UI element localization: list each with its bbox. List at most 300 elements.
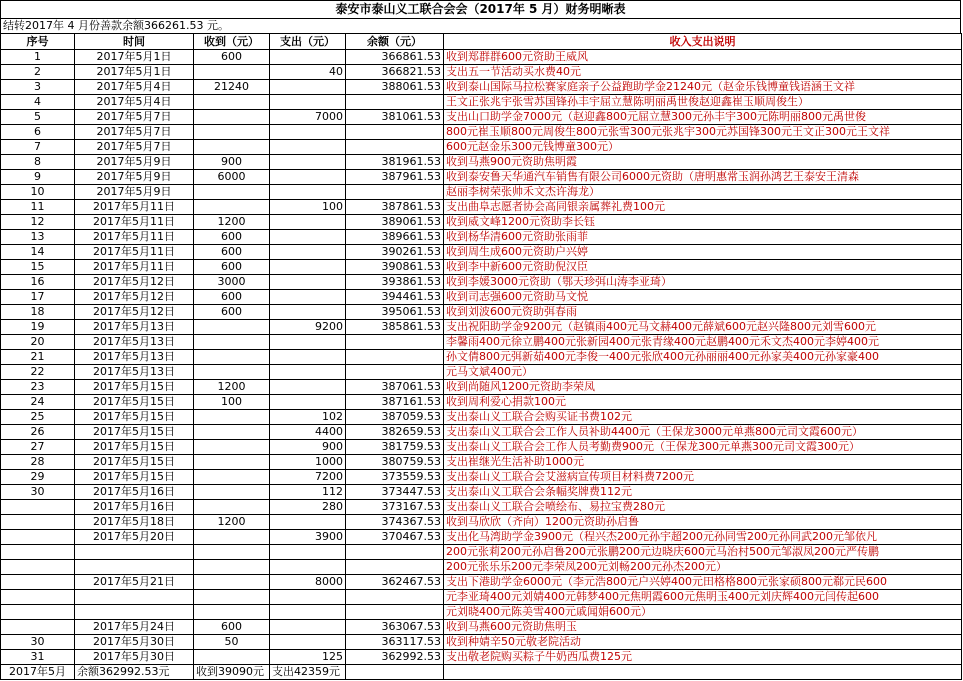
carry-over-note: 结转2017年 4 月份善款余额366261.53 元。 <box>0 18 961 33</box>
table-row <box>1 575 962 590</box>
cell-seq: 2 <box>1 65 75 80</box>
cell-balance <box>346 185 444 200</box>
cell-description: 支出泰山义工联合会购买证书费102元 <box>444 410 962 425</box>
cell-date: 2017年5月15日 <box>75 395 194 410</box>
cell-balance: 390261.53 <box>346 245 444 260</box>
cell-description: 元刘晓400元陈美雪400元戚闻娟600元） <box>444 605 962 620</box>
cell-income <box>194 110 270 125</box>
cell-income <box>194 545 270 560</box>
sheet-title: 泰安市泰山义工联合会会（2017年 5 月）财务明晰表 <box>0 0 961 18</box>
cell-expense <box>270 620 346 635</box>
table-row <box>1 215 962 230</box>
table-row <box>1 125 962 140</box>
header-balance: 余额（元） <box>346 34 444 50</box>
cell-seq <box>1 500 75 515</box>
table-row <box>1 590 962 605</box>
cell-seq: 23 <box>1 380 75 395</box>
header-income: 收到（元） <box>194 34 270 50</box>
cell-income: 600 <box>194 260 270 275</box>
cell-income: 1200 <box>194 215 270 230</box>
cell-balance: 387961.53 <box>346 170 444 185</box>
cell-expense <box>270 260 346 275</box>
cell-date: 2017年5月12日 <box>75 275 194 290</box>
cell-income <box>194 140 270 155</box>
table-row <box>1 185 962 200</box>
cell-date: 2017年5月15日 <box>75 425 194 440</box>
cell-description: 元李亚琦400元刘婧400元韩梦400元焦明霞600元焦明玉400元刘庆辉400元闫传起600 <box>444 590 962 605</box>
header-description: 收入支出说明 <box>444 34 962 50</box>
cell-expense <box>270 50 346 65</box>
cell-date: 2017年5月24日 <box>75 620 194 635</box>
cell-balance <box>346 350 444 365</box>
cell-date: 2017年5月15日 <box>75 470 194 485</box>
cell-description: 收到泰山国际马拉松赛家庭亲子公益跑助学金21240元（赵金乐钱博童钱语涵王文祥 <box>444 80 962 95</box>
header-expense: 支出（元） <box>270 34 346 50</box>
cell-description: 600元赵金乐300元钱博童300元） <box>444 140 962 155</box>
table-row <box>1 650 962 665</box>
cell-income <box>194 455 270 470</box>
cell-expense: 8000 <box>270 575 346 590</box>
cell-balance: 380759.53 <box>346 455 444 470</box>
cell-balance <box>346 95 444 110</box>
cell-seq: 13 <box>1 230 75 245</box>
cell-date: 2017年5月12日 <box>75 290 194 305</box>
cell-date: 2017年5月20日 <box>75 530 194 545</box>
cell-income <box>194 200 270 215</box>
cell-seq: 16 <box>1 275 75 290</box>
cell-balance: 374367.53 <box>346 515 444 530</box>
cell-expense <box>270 635 346 650</box>
cell-description: 收到司志强600元资助马文悦 <box>444 290 962 305</box>
cell-balance: 388061.53 <box>346 80 444 95</box>
cell-description: 800元崔玉顺800元周俊生800元张雪300元张兆宇300元苏国锋300元王文正300元王文祥 <box>444 125 962 140</box>
cell-income: 600 <box>194 620 270 635</box>
cell-date: 2017年5月15日 <box>75 455 194 470</box>
cell-income: 900 <box>194 155 270 170</box>
cell-description: 支出曲阜志愿者协会高同银亲属葬礼费100元 <box>444 200 962 215</box>
cell-description: 支出下港助学金6000元（李元浩800元户兴婷400元田格格800元张家硕800元郗元民600 <box>444 575 962 590</box>
summary-month: 2017年5月 <box>1 665 75 680</box>
cell-expense <box>270 95 346 110</box>
cell-balance <box>346 335 444 350</box>
table-row <box>1 320 962 335</box>
cell-expense: 112 <box>270 485 346 500</box>
cell-expense <box>270 365 346 380</box>
cell-expense: 3900 <box>270 530 346 545</box>
cell-expense <box>270 335 346 350</box>
cell-expense: 1000 <box>270 455 346 470</box>
table-row <box>1 305 962 320</box>
header-row <box>1 34 962 50</box>
cell-description: 支出敬老院购买粽子牛奶西瓜费125元 <box>444 650 962 665</box>
cell-date <box>75 545 194 560</box>
cell-seq <box>1 530 75 545</box>
cell-description: 元马文斌400元） <box>444 365 962 380</box>
cell-expense: 4400 <box>270 425 346 440</box>
cell-seq: 20 <box>1 335 75 350</box>
cell-date: 2017年5月13日 <box>75 320 194 335</box>
cell-balance: 387061.53 <box>346 380 444 395</box>
cell-income <box>194 350 270 365</box>
cell-seq: 5 <box>1 110 75 125</box>
table-row <box>1 50 962 65</box>
cell-seq: 15 <box>1 260 75 275</box>
cell-date: 2017年5月11日 <box>75 245 194 260</box>
table-row <box>1 80 962 95</box>
cell-seq: 18 <box>1 305 75 320</box>
cell-balance <box>346 365 444 380</box>
cell-date: 2017年5月16日 <box>75 500 194 515</box>
cell-seq: 19 <box>1 320 75 335</box>
cell-seq <box>1 560 75 575</box>
cell-date: 2017年5月1日 <box>75 50 194 65</box>
cell-expense: 900 <box>270 440 346 455</box>
cell-expense: 125 <box>270 650 346 665</box>
cell-description: 赵丽李树荣张帅禾文杰许海龙） <box>444 185 962 200</box>
cell-balance <box>346 140 444 155</box>
cell-income: 50 <box>194 635 270 650</box>
cell-seq: 28 <box>1 455 75 470</box>
cell-description: 支出化马湾助学金3900元（程兴杰200元孙宇超200元孙同雪200元孙同武200元邹依凡 <box>444 530 962 545</box>
cell-date: 2017年5月16日 <box>75 485 194 500</box>
cell-description: 支出泰山义工联合会工作人员考勤费900元（王保龙300元单燕300元司文霞300元） <box>444 440 962 455</box>
cell-balance <box>346 560 444 575</box>
table-row <box>1 260 962 275</box>
table-row <box>1 425 962 440</box>
cell-description: 李馨雨400元徐立鹏400元张新园400元张青缘400元赵鹏400元禾文杰400元李婷400元 <box>444 335 962 350</box>
table-row <box>1 500 962 515</box>
cell-balance: 387161.53 <box>346 395 444 410</box>
cell-balance: 385861.53 <box>346 320 444 335</box>
cell-date: 2017年5月9日 <box>75 185 194 200</box>
table-row <box>1 110 962 125</box>
cell-income: 21240 <box>194 80 270 95</box>
cell-seq: 25 <box>1 410 75 425</box>
cell-seq <box>1 515 75 530</box>
cell-expense <box>270 590 346 605</box>
table-row <box>1 560 962 575</box>
cell-expense: 7000 <box>270 110 346 125</box>
table-row <box>1 395 962 410</box>
cell-income <box>194 500 270 515</box>
cell-date: 2017年5月12日 <box>75 305 194 320</box>
cell-balance: 363117.53 <box>346 635 444 650</box>
cell-expense <box>270 515 346 530</box>
cell-balance: 362992.53 <box>346 650 444 665</box>
cell-expense <box>270 140 346 155</box>
table-row <box>1 140 962 155</box>
table-row <box>1 230 962 245</box>
cell-income: 6000 <box>194 170 270 185</box>
cell-date <box>75 590 194 605</box>
cell-date: 2017年5月13日 <box>75 350 194 365</box>
cell-income <box>194 320 270 335</box>
cell-description: 支出泰山义工联合会工作人员补助4400元（王保龙3000元单燕800元司文霞600元） <box>444 425 962 440</box>
cell-seq: 22 <box>1 365 75 380</box>
cell-income <box>194 365 270 380</box>
cell-income <box>194 605 270 620</box>
cell-income <box>194 95 270 110</box>
cell-date: 2017年5月11日 <box>75 260 194 275</box>
cell-balance: 395061.53 <box>346 305 444 320</box>
cell-balance: 381759.53 <box>346 440 444 455</box>
cell-balance: 390861.53 <box>346 260 444 275</box>
cell-seq: 21 <box>1 350 75 365</box>
cell-seq: 4 <box>1 95 75 110</box>
cell-income: 100 <box>194 395 270 410</box>
cell-seq: 10 <box>1 185 75 200</box>
cell-description: 王文正张兆宇张雪苏国锋孙丰宇屈立慧陈明丽禹世俊赵迎鑫崔玉顺周俊生） <box>444 95 962 110</box>
cell-description: 收到李媛3000元资助（鄂天珍弭山涛李亚琦） <box>444 275 962 290</box>
cell-seq: 6 <box>1 125 75 140</box>
cell-balance <box>346 545 444 560</box>
cell-description: 收到郑群群600元资助王威风 <box>444 50 962 65</box>
cell-expense <box>270 80 346 95</box>
cell-date: 2017年5月21日 <box>75 575 194 590</box>
cell-seq: 7 <box>1 140 75 155</box>
summary-income: 收到39090元 <box>194 665 270 680</box>
cell-date: 2017年5月11日 <box>75 200 194 215</box>
table-row <box>1 380 962 395</box>
cell-balance: 387059.53 <box>346 410 444 425</box>
cell-seq: 29 <box>1 470 75 485</box>
cell-income: 1200 <box>194 515 270 530</box>
cell-income <box>194 485 270 500</box>
cell-description: 支出山口助学金7000元（赵迎鑫800元屈立慧300元孙丰宇300元陈明丽800元禹世俊 <box>444 110 962 125</box>
cell-expense: 9200 <box>270 320 346 335</box>
cell-balance: 373447.53 <box>346 485 444 500</box>
cell-description: 孙文倩800元弭新茹400元李俊一400元张欣400元孙丽丽400元孙家美400元孙家豪400 <box>444 350 962 365</box>
cell-date: 2017年5月7日 <box>75 140 194 155</box>
cell-balance: 366861.53 <box>346 50 444 65</box>
table-row <box>1 275 962 290</box>
cell-seq: 27 <box>1 440 75 455</box>
cell-expense: 100 <box>270 200 346 215</box>
cell-seq: 31 <box>1 650 75 665</box>
cell-date: 2017年5月15日 <box>75 380 194 395</box>
table-row <box>1 350 962 365</box>
cell-description: 收到泰安鲁天华通汽车销售有限公司6000元资助（唐明惠常玉润孙鸿艺王泰安王清森 <box>444 170 962 185</box>
cell-expense: 40 <box>270 65 346 80</box>
table-row <box>1 65 962 80</box>
cell-date: 2017年5月13日 <box>75 335 194 350</box>
summary-expense: 支出42359元 <box>270 665 346 680</box>
cell-seq <box>1 545 75 560</box>
cell-expense <box>270 215 346 230</box>
cell-seq <box>1 590 75 605</box>
cell-date: 2017年5月1日 <box>75 65 194 80</box>
summary-row <box>1 665 962 680</box>
cell-balance: 389661.53 <box>346 230 444 245</box>
table-row <box>1 605 962 620</box>
cell-seq: 24 <box>1 395 75 410</box>
cell-seq: 3 <box>1 80 75 95</box>
cell-balance <box>346 125 444 140</box>
cell-income <box>194 410 270 425</box>
cell-expense: 102 <box>270 410 346 425</box>
cell-description: 收到刘波600元资助弭春雨 <box>444 305 962 320</box>
cell-expense <box>270 170 346 185</box>
cell-income: 1200 <box>194 380 270 395</box>
cell-income <box>194 650 270 665</box>
cell-balance: 366821.53 <box>346 65 444 80</box>
cell-date: 2017年5月30日 <box>75 650 194 665</box>
cell-income <box>194 530 270 545</box>
cell-expense <box>270 395 346 410</box>
summary-empty-2 <box>444 665 962 680</box>
cell-balance: 393861.53 <box>346 275 444 290</box>
cell-description: 200元张乐乐200元李荣凤200元刘畅200元孙杰200元） <box>444 560 962 575</box>
cell-expense: 7200 <box>270 470 346 485</box>
cell-seq <box>1 605 75 620</box>
cell-date: 2017年5月11日 <box>75 230 194 245</box>
cell-income <box>194 185 270 200</box>
cell-expense <box>270 275 346 290</box>
cell-date: 2017年5月18日 <box>75 515 194 530</box>
cell-seq: 14 <box>1 245 75 260</box>
table-row <box>1 410 962 425</box>
table-row <box>1 365 962 380</box>
cell-income: 3000 <box>194 275 270 290</box>
table-row <box>1 290 962 305</box>
cell-balance: 373559.53 <box>346 470 444 485</box>
cell-income <box>194 425 270 440</box>
summary-balance: 余额362992.53元 <box>75 665 194 680</box>
cell-income <box>194 440 270 455</box>
cell-description: 收到马燕900元资助焦明霞 <box>444 155 962 170</box>
cell-expense: 280 <box>270 500 346 515</box>
cell-date <box>75 560 194 575</box>
cell-date: 2017年5月7日 <box>75 125 194 140</box>
cell-balance <box>346 605 444 620</box>
cell-description: 支出泰山义工联合会艾滋病宣传项目材料费7200元 <box>444 470 962 485</box>
cell-seq: 30 <box>1 485 75 500</box>
table-row <box>1 635 962 650</box>
cell-balance: 363067.53 <box>346 620 444 635</box>
cell-balance: 394461.53 <box>346 290 444 305</box>
cell-seq <box>1 620 75 635</box>
table-row <box>1 335 962 350</box>
cell-date: 2017年5月7日 <box>75 110 194 125</box>
cell-description: 收到种婧辛50元敬老院活动 <box>444 635 962 650</box>
table-row <box>1 440 962 455</box>
cell-description: 200元张莉200元孙启鲁200元张鹏200元边晓庆600元马治村500元邹淑凤200元严传鹏 <box>444 545 962 560</box>
cell-income <box>194 65 270 80</box>
cell-income <box>194 575 270 590</box>
cell-balance: 387861.53 <box>346 200 444 215</box>
cell-expense <box>270 185 346 200</box>
cell-date: 2017年5月4日 <box>75 95 194 110</box>
table-row <box>1 455 962 470</box>
cell-description: 收到马欣欣（齐向）1200元资助孙启鲁 <box>444 515 962 530</box>
table-row <box>1 470 962 485</box>
cell-income: 600 <box>194 50 270 65</box>
cell-income <box>194 590 270 605</box>
cell-seq: 17 <box>1 290 75 305</box>
cell-balance: 370467.53 <box>346 530 444 545</box>
cell-income: 600 <box>194 290 270 305</box>
cell-balance: 373167.53 <box>346 500 444 515</box>
cell-expense <box>270 155 346 170</box>
cell-seq: 30 <box>1 635 75 650</box>
table-row <box>1 515 962 530</box>
cell-seq <box>1 575 75 590</box>
cell-description: 收到杨华清600元资助张雨菲 <box>444 230 962 245</box>
cell-date: 2017年5月11日 <box>75 215 194 230</box>
cell-balance: 362467.53 <box>346 575 444 590</box>
cell-expense <box>270 125 346 140</box>
cell-description: 支出泰山义工联合会喷绘布、易拉宝费280元 <box>444 500 962 515</box>
cell-date: 2017年5月15日 <box>75 410 194 425</box>
cell-date: 2017年5月9日 <box>75 170 194 185</box>
table-row <box>1 155 962 170</box>
summary-empty-1 <box>346 665 444 680</box>
cell-income <box>194 560 270 575</box>
cell-seq: 26 <box>1 425 75 440</box>
cell-seq: 9 <box>1 170 75 185</box>
cell-income <box>194 335 270 350</box>
cell-income <box>194 470 270 485</box>
cell-income: 600 <box>194 230 270 245</box>
table-row <box>1 485 962 500</box>
cell-seq: 1 <box>1 50 75 65</box>
table-row <box>1 545 962 560</box>
cell-balance: 381961.53 <box>346 155 444 170</box>
cell-expense <box>270 305 346 320</box>
cell-description: 收到李中新600元资助倪汉臣 <box>444 260 962 275</box>
header-date: 时间 <box>75 34 194 50</box>
cell-expense <box>270 245 346 260</box>
cell-expense <box>270 230 346 245</box>
cell-date: 2017年5月9日 <box>75 155 194 170</box>
cell-date: 2017年5月13日 <box>75 365 194 380</box>
cell-date: 2017年5月4日 <box>75 80 194 95</box>
table-row <box>1 95 962 110</box>
table-row <box>1 200 962 215</box>
cell-date: 2017年5月15日 <box>75 440 194 455</box>
cell-expense <box>270 560 346 575</box>
cell-expense <box>270 350 346 365</box>
cell-description: 支出泰山义工联合会条幅奖牌费112元 <box>444 485 962 500</box>
cell-seq: 8 <box>1 155 75 170</box>
header-seq: 序号 <box>1 34 75 50</box>
cell-description: 支出崔继光生活补助1000元 <box>444 455 962 470</box>
cell-income <box>194 125 270 140</box>
cell-income: 600 <box>194 305 270 320</box>
table-row <box>1 170 962 185</box>
table-row <box>1 245 962 260</box>
table-row <box>1 530 962 545</box>
ledger-body <box>1 50 962 665</box>
cell-balance: 389061.53 <box>346 215 444 230</box>
cell-expense <box>270 290 346 305</box>
cell-balance: 381061.53 <box>346 110 444 125</box>
cell-description: 收到马燕600元资助焦明玉 <box>444 620 962 635</box>
cell-description: 收到周利爱心捐款100元 <box>444 395 962 410</box>
cell-balance <box>346 590 444 605</box>
cell-date: 2017年5月30日 <box>75 635 194 650</box>
cell-income: 600 <box>194 245 270 260</box>
table-row <box>1 620 962 635</box>
cell-description: 收到尚随风1200元资助李荣凤 <box>444 380 962 395</box>
cell-description: 收到威文峰1200元资助李长钰 <box>444 215 962 230</box>
cell-expense <box>270 605 346 620</box>
cell-description: 收到周生成600元资助户兴婷 <box>444 245 962 260</box>
cell-date <box>75 605 194 620</box>
cell-seq: 12 <box>1 215 75 230</box>
cell-balance: 382659.53 <box>346 425 444 440</box>
cell-description: 支出祝阳助学金9200元（赵镇雨400元马文赫400元薛斌600元赵兴隆800元刘雪600元 <box>444 320 962 335</box>
